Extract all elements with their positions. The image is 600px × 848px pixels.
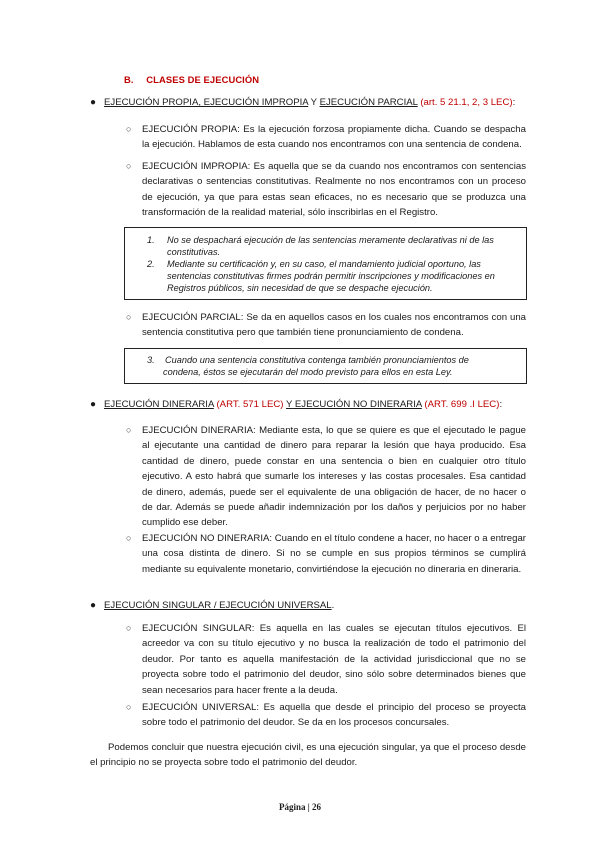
bullet1-heading-b: EJECUCIÓN PARCIAL: [319, 97, 418, 108]
footer-sep: |: [307, 802, 310, 812]
item-label: EJECUCIÓN NO DINERARIA:: [142, 533, 273, 544]
section-header: [124, 72, 259, 87]
section-title: CLASES DE EJECUCIÓN: [146, 74, 260, 85]
bullet-icon: ●: [90, 399, 97, 410]
item-text: Se da en aquellos casos en los cuales nos encontramos con una sentencia constitutiva pero que también tiene pronunciamiento de condena.: [142, 312, 527, 339]
bullet3-dot: .: [331, 600, 335, 611]
bullet1-conj: Y: [308, 97, 320, 108]
quote-line: Cuando una sentencia constitutiva contenga también pronunciamientos de: [165, 355, 469, 365]
quote-line: constitutivas.: [167, 247, 221, 257]
bullet3-heading-text: EJECUCIÓN SINGULAR / EJECUCIÓN UNIVERSAL: [104, 600, 332, 611]
bullet2-heading: [104, 397, 502, 412]
item-label: EJECUCIÓN IMPROPIA:: [142, 161, 251, 172]
item-text: Es la ejecución forzosa propiamente dicha. Cuando se despacha la ejecución. Hablamos de esta cuando nos encontramos con una sentencia de condena.: [142, 124, 526, 151]
bullet2-heading-b: EJECUCIÓN NO DINERARIA: [292, 399, 422, 410]
item-text: Mediante esta, lo que se quiere es que el ejecutado le pague al ejecutante una cantidad de dinero para reparar la lesión que haya producido. Esa cantidad de dinero, puede constar en una sentencia o bien en cualquier otro título ejecutivo. A esto habrá que sumarle los intereses y las costas procesales. Esa cantidad de dinero, además, puede ser el equivalente de una obligación de hacer, de no hacer o de dar. Además se puede añadir indemnización por los daños y perjuicios por no haber cumplido ese deber.: [142, 425, 526, 529]
bullet1-ref: (art. 5 21.1, 2, 3 LEC): [420, 97, 513, 108]
page-number: 26: [312, 802, 321, 812]
quote-line: Mediante su certificación y, en su caso, el mandamiento judicial oportuno, las: [167, 259, 481, 269]
footer-label: Página: [279, 802, 306, 812]
bullet1-heading: [104, 95, 515, 110]
circle-icon: ○: [126, 312, 132, 322]
bullet-icon: ●: [90, 97, 97, 108]
bullet1-colon: :: [512, 97, 516, 108]
quote-box-1: [124, 227, 527, 300]
list-item: [142, 122, 526, 153]
list-item: [142, 310, 526, 341]
bullet2-heading-a: EJECUCIÓN DINERARIA: [104, 399, 214, 410]
list-item: [142, 531, 526, 577]
item-text: Cuando en el título condene a hacer, no hacer o a entregar una cosa distinta de dinero. Si no se cumple en sus propios términos se cumplirá mediante su equivalente monetario, convirtiéndose la ejecución no dineraria en dineraria.: [142, 533, 526, 575]
quote-box-2: [124, 348, 527, 384]
quote-num: 1.: [147, 235, 155, 245]
item-text: Es aquella que se da cuando nos encontramos con sentencias declarativas o sentencias constitutivas. Realmente no nos encontramos con un proceso de ejecución, ya que para estas sean eficaces, no es necesario que se produzca una transformación de la realidad material, sólo inscribirlas en el Registro.: [142, 161, 526, 219]
bullet2-conj: Y: [285, 399, 293, 410]
item-label: EJECUCIÓN DINERARIA:: [142, 425, 256, 436]
item-label: EJECUCIÓN SINGULAR:: [142, 623, 255, 634]
conclusion-paragraph: [90, 740, 526, 771]
conclusion-text: Podemos concluir que nuestra ejecución civil, es una ejecución singular, ya que el proceso desde el principio no se proyecta sobre todo el patrimonio del deudor.: [90, 742, 526, 769]
list-item: [142, 159, 526, 221]
circle-icon: ○: [126, 425, 132, 435]
circle-icon: ○: [126, 533, 132, 543]
bullet2-colon: :: [499, 399, 503, 410]
list-item: [142, 700, 526, 731]
item-text: Es aquella en las cuales se ejecutan títulos ejecutivos. El acreedor va con su título ejecutivo y no busca la realización de todo el patrimonio del deudor. Por tanto es aquella manifestación de la actividad jurisdiccional que no se proyecta sobre todo el patrimonio del deudor, sino sólo sobre determinados bienes que sean necesarios para hacer frente a la deuda.: [142, 623, 526, 696]
item-label: EJECUCIÓN PROPIA:: [142, 124, 240, 135]
item-label: EJECUCIÓN PARCIAL:: [142, 312, 244, 323]
circle-icon: ○: [126, 161, 132, 171]
list-item: [142, 423, 526, 531]
circle-icon: ○: [126, 702, 132, 712]
quote-num: 3.: [147, 355, 155, 365]
list-item: [142, 621, 526, 698]
bullet2-ref-b: (ART. 699 .I LEC): [421, 399, 500, 410]
quote-line: condena, éstos se ejecutarán del modo previsto para ellos en esta Ley.: [163, 367, 453, 377]
bullet-icon: ●: [90, 600, 97, 611]
bullet1-heading-a: EJECUCIÓN PROPIA, EJECUCIÓN IMPROPIA: [104, 97, 309, 108]
quote-line: sentencias constitutivas firmes podrán permitir inscripciones y modificaciones en: [167, 271, 495, 281]
quote-line: Registros públicos, sin necesidad de que se despache ejecución.: [167, 283, 433, 293]
section-letter: B.: [124, 74, 134, 85]
page-footer: [0, 800, 600, 815]
bullet3-heading: [104, 598, 334, 613]
quote-line: No se despachará ejecución de las sentencias meramente declarativas ni de las: [167, 235, 494, 245]
item-label: EJECUCIÓN UNIVERSAL:: [142, 702, 260, 713]
bullet2-ref-a: (ART. 571 LEC): [213, 399, 286, 410]
circle-icon: ○: [126, 623, 132, 633]
quote-num: 2.: [147, 259, 155, 269]
circle-icon: ○: [126, 124, 132, 134]
item-text: Es aquella que desde el principio del proceso se proyecta sobre todo el patrimonio del deudor. Se da en los procesos concursales.: [142, 702, 526, 729]
